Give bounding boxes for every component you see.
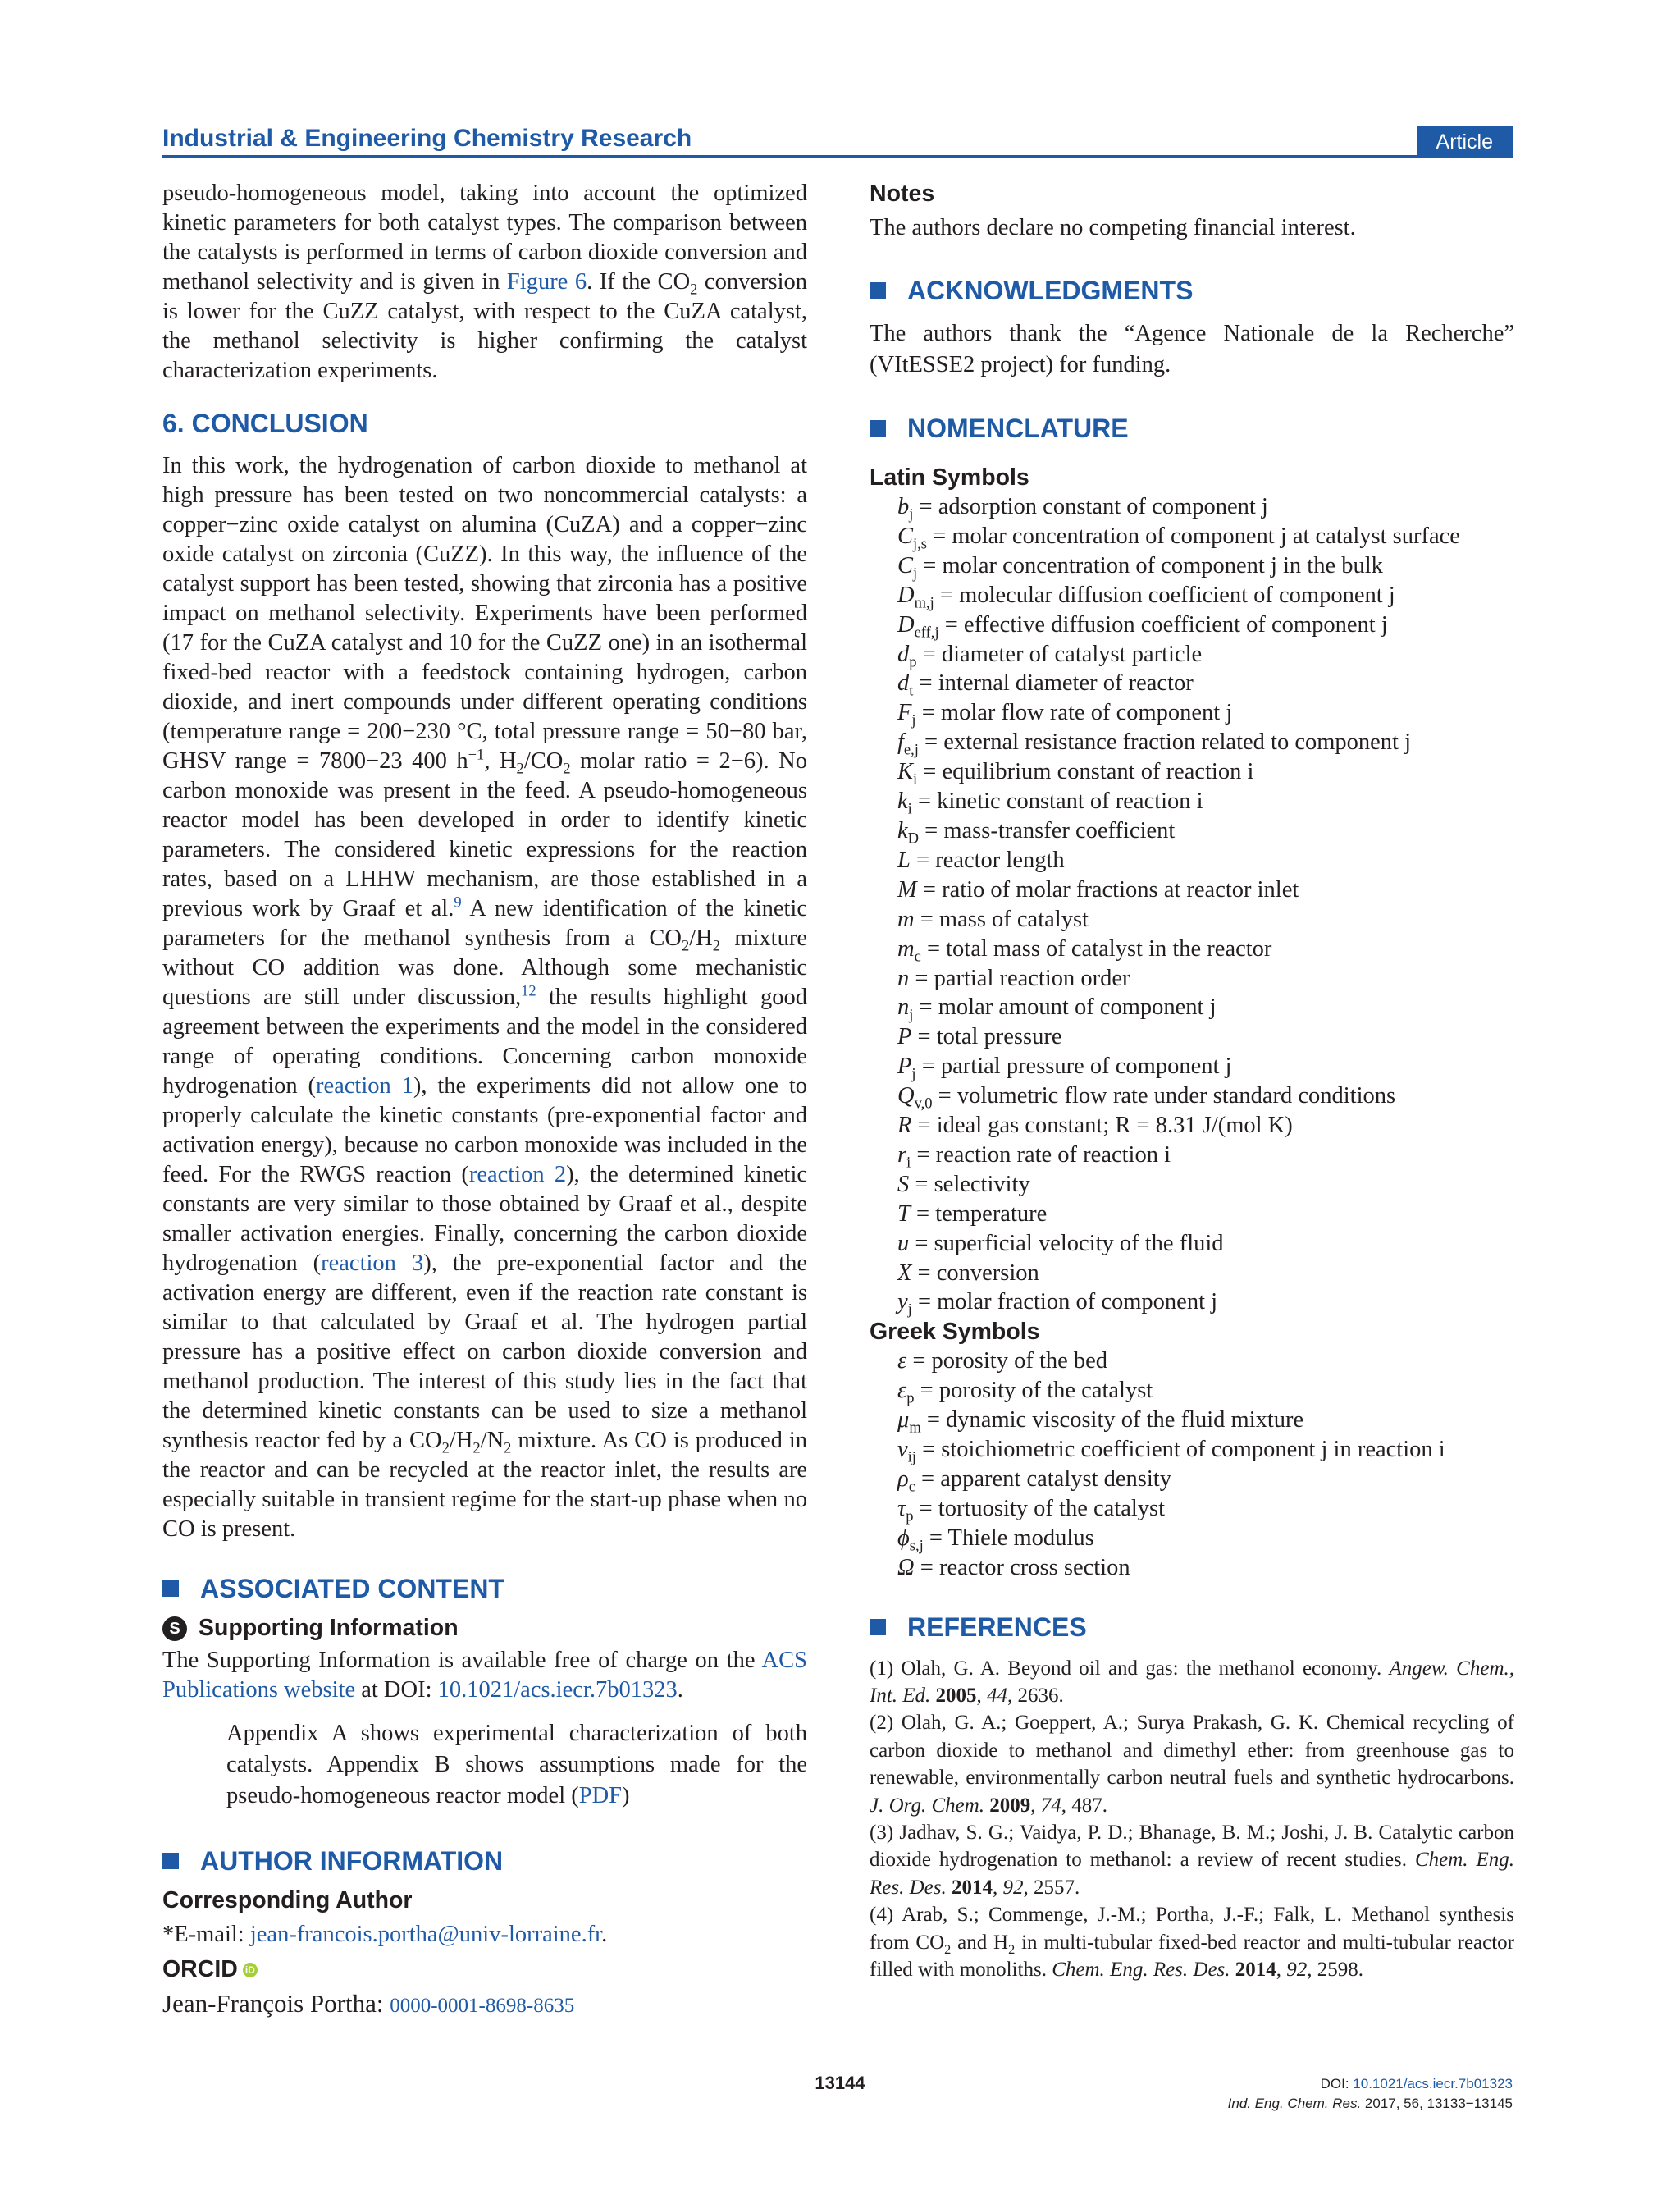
journal-title: Industrial & Engineering Chemistry Research [162,125,692,152]
reference-item: (3) Jadhav, S. G.; Vaidya, P. D.; Bhanage, B. M.; Joshi, J. B. Catalytic carbon dioxide hydrogenation to methanol: a review of recent studies. Chem. Eng. Res. Des. 2014, 92, 2557. [870,1822,1514,1899]
definition: = molar concentration of component j in the bulk [917,552,1383,578]
symbol: S [897,1171,910,1197]
journal: Angew. Chem., Int. Ed. [870,1657,1515,1708]
nomenclature-item [897,846,1514,875]
nomenclature-item [897,1229,1514,1259]
nomenclature-item [897,610,1514,640]
definition: = stoichiometric coefficient of component j in reaction i [915,1437,1445,1463]
symbol: Q [897,1083,915,1109]
text: ), the pre-exponential factor and the activation energy are different, even if the reaction rate constant is similar to that calculated by Graaf et al. The hydrogen partial pressure has a positive effect on carbon dioxide conversion and methanol production. The interest of this study lies in the fact that the determined kinetic constants can be used to size a methanol synthesis reactor fed by a CO [162,1250,807,1453]
text: ), the determined kinetic constants are very similar to those obtained by Graaf et al., despite smaller activation energies. Finally, concerning the carbon dioxide hydrogenation ( [162,1162,808,1276]
symbol: d [897,670,910,697]
email-link[interactable]: jean-francois.portha@univ-lorraine.fr [249,1922,602,1947]
nomenclature-item [897,1141,1514,1170]
definition: = partial reaction order [909,965,1130,991]
nomenclature-item [897,787,1514,816]
symbol: k [897,789,908,815]
text: pseudo-homogeneous model, taking into account the optimized kinetic parameters for both catalyst types. The comparison between the catalysts is performed in terms of carbon dioxide conversion and methanol selectivity and is given in [162,181,807,295]
acs-website-link[interactable]: ACS Publications website [162,1648,807,1703]
definition: = mass of catalyst [914,906,1089,932]
year: 2014 [1235,1959,1276,1982]
text: mixture. As CO is produced in the reactor and can be recycled at the reactor inlet, the results are especially suitable in transient regime for the start-up phase when no CO is present. [162,1428,807,1542]
nomenclature-item [897,1287,1514,1317]
references-heading [870,1612,1514,1642]
symbol-subscript: s,j [909,1537,924,1555]
symbol-subscript: j [907,1301,912,1319]
appendix-text [162,1718,807,1812]
orcid-heading [162,1954,807,1984]
symbol-subscript: p [909,653,917,671]
text: . [601,1922,608,1947]
definition: = reactor length [910,847,1065,873]
text: /H [449,1428,473,1453]
symbol: D [897,582,915,608]
nomenclature-item [897,1406,1514,1435]
text: /H [689,926,713,951]
nomenclature-item [897,522,1514,551]
footer-doi-link[interactable]: 10.1021/acs.iecr.7b01323 [1353,2076,1513,2092]
text: at DOI: [355,1677,438,1703]
symbol-subscript: j [911,1065,916,1083]
text: the results highlight good agreement between the experiments and the model in the considered range of operating conditions. Concerning carbon monoxide hydrogenation ( [162,985,808,1099]
text: molar ratio = 2−6). No carbon monoxide was present in the feed. A pseudo-homogeneous reactor model has been developed in order to identify kinetic parameters. The considered kinetic expressions for the reaction rates, based on a LHHW mechanism, are those established in a previous work by Graaf et al. [162,748,807,921]
definition: = reactor cross section [914,1554,1130,1580]
symbol-subscript: c [914,948,921,966]
definition: = equilibrium constant of reaction i [917,759,1254,785]
definition: = external resistance fraction related to component j [918,729,1411,756]
symbol: f [897,729,904,756]
symbol: m [897,906,915,932]
symbol-subscript: j,s [913,535,927,553]
supporting-info-icon: S [162,1616,187,1641]
text: . [677,1677,683,1703]
symbol: m [897,935,915,962]
definition: = diameter of catalyst particle [916,641,1203,667]
text: conversion is lower for the CuZZ catalyst, with respect to the CuZA catalyst, the methanol selectivity is higher confirming the catalyst characterization experiments. [162,269,807,383]
orcid-line [162,1989,807,2021]
symbol: ε [897,1348,907,1374]
latin-symbols-heading: Latin Symbols [870,464,1029,491]
definition: = conversion [911,1260,1039,1286]
volume: 74 [1040,1794,1061,1817]
definition: = molar fraction of component j [911,1289,1218,1315]
definition: = molar amount of component j [913,994,1217,1021]
symbol: T [897,1200,911,1227]
text: DOI: [1320,2076,1354,2092]
greek-symbols-list [870,1346,1514,1582]
ref-12-link[interactable]: 12 [521,982,536,1000]
pages: , 2598. [1307,1959,1364,1982]
symbol: μ [897,1407,910,1433]
section-square-icon [870,1619,886,1635]
nomenclature-item [897,1465,1514,1494]
definition: = internal diameter of reactor [913,670,1194,697]
text: , H [484,748,517,774]
latin-symbols-list [870,492,1514,1317]
definition: = apparent catalyst density [915,1466,1171,1492]
nomenclature-item [897,728,1514,757]
definition: = molecular diffusion coefficient of component j [934,582,1395,608]
greek-symbols-heading: Greek Symbols [870,1319,1040,1346]
journal: J. Org. Chem. [870,1794,985,1817]
symbol: b [897,494,910,519]
nomenclature-item [897,1022,1514,1052]
pdf-link[interactable]: PDF [578,1783,623,1808]
symbol: n [897,965,910,991]
header-rule [162,155,1513,158]
text: /CO [523,748,564,774]
year: 2009 [989,1794,1031,1817]
nomenclature-item [897,875,1514,905]
nomenclature-item [897,492,1514,522]
acknowledgments-heading [870,276,1514,305]
symbol: d [897,641,910,667]
text: A new identification of the kinetic parameters for the methanol synthesis from a CO [162,896,807,951]
symbol-subscript: i [913,770,918,789]
symbol-subscript: t [909,683,914,701]
symbol-subscript: eff,j [914,624,939,642]
definition: = porosity of the bed [906,1348,1108,1374]
volume: 92 [1286,1959,1308,1982]
section-square-icon [162,1580,179,1597]
definition: = mass-transfer coefficient [919,817,1176,843]
symbol: L [897,847,911,873]
journal: Chem. Eng. Res. Des. [870,1849,1514,1899]
symbol: K [897,759,914,785]
definition: = superficial velocity of the fluid [909,1230,1224,1256]
acknowledgments-text: The authors thank the “Agence Nationale de la Recherche” (VItESSE2 project) for funding. [870,321,1514,377]
reaction-3-link[interactable]: reaction 3 [321,1250,424,1276]
orcid-icon: iD [243,1963,258,1977]
definition: = ideal gas constant; R = 8.31 J/(mol K) [911,1113,1293,1139]
text: (2) Olah, G. A.; Goeppert, A.; Surya Prakash, G. K. Chemical recycling of carbon dioxide to methanol and dimethyl ether: from greenhouse gas to renewable, environmentally carbon neutral fuels and synthetic hydrocarbons. [870,1712,1514,1790]
right-column [870,179,1514,1984]
text: (1) Olah, G. A. Beyond oil and gas: the methanol economy. [870,1657,1390,1680]
symbol-subscript: m,j [914,594,934,612]
heading-text: 6. CONCLUSION [162,409,368,438]
section-square-icon [162,1853,179,1869]
volume: 44 [987,1685,1008,1708]
section-square-icon [870,420,886,437]
definition: = total pressure [911,1024,1062,1050]
symbol: D [897,611,915,638]
symbol: y [897,1289,908,1315]
author-name: Jean-François Portha: [162,1989,390,2018]
subheading-text: Supporting Information [199,1615,459,1641]
nomenclature-item [897,1435,1514,1465]
symbol: ν [897,1437,908,1463]
symbol: C [897,552,914,578]
nomenclature-item [897,993,1514,1025]
symbol-subscript: v,0 [914,1095,933,1113]
text: In this work, the hydrogenation of carbon dioxide to methanol at high pressure has been tested on two noncommercial catalysts: a copper−zinc oxide catalyst on alumina (CuZA) and a copper−zinc oxide catalyst on zirconia (CuZZ). In this way, the influence of the catalyst support has been tested, showing that zirconia has a positive impact on methanol selectivity. Experiments have been performed (17 for the CuZA catalyst and 10 for the CuZZ one) in an isothermal fixed-bed reactor with a feedstock containing hydrogen, carbon dioxide, and inert compounds under different operating conditions (temperature range = 200−230 °C, total pressure range = 50−80 bar, GHSV range = 7800−23 400 h [162,453,807,774]
nomenclature-item [897,1553,1514,1583]
text: ), the experiments did not allow one to properly calculate the kinetic constants (pre-exponential factor and activation energy), because no carbon monoxide was included in the feed. For the RWGS reaction ( [162,1073,807,1187]
email-line [162,1920,807,1950]
definition: = total mass of catalyst in the reactor [920,935,1272,962]
footer-citation [1228,2074,1513,2114]
year: 2005 [935,1685,977,1708]
reference-item: (2) Olah, G. A.; Goeppert, A.; Surya Prakash, G. K. Chemical recycling of carbon dioxide to methanol and dimethyl ether: from greenhouse gas to renewable, environmentally carbon neutral fuels and synthetic hydrocarbons. J. Org. Chem. 2009, 74, 487. [870,1712,1514,1817]
definition: = porosity of the catalyst [914,1378,1153,1404]
pages: , 2557. [1023,1876,1080,1899]
text: 2017, 56, 13133−13145 [1361,2096,1513,2111]
nomenclature-item [897,640,1514,670]
nomenclature-heading [870,414,1514,443]
symbol: τ [897,1495,906,1521]
text: *E-mail: [162,1922,250,1947]
symbol-subscript: j [909,505,914,523]
symbol: n [897,994,910,1021]
heading-text: NOMENCLATURE [907,414,1129,443]
pages: , 487. [1061,1794,1108,1817]
nomenclature-item [897,935,1514,964]
conclusion-paragraph: In this work, the hydrogenation of carbon dioxide to methanol at high pressure has been tested on two noncommercial catalysts: a copper−zinc oxide catalyst on alumina (CuZA) and a copper−zinc oxide catalyst on zirconia (CuZZ). In this way, the influence of the catalyst support has been tested, showing that zirconia has a positive impact on methanol selectivity. Experiments have been performed (17 for the CuZA catalyst and 10 for the CuZZ one) in an isothermal fixed-bed reactor with a feedstock containing hydrogen, carbon dioxide, and inert compounds under different operating conditions (temperature range = 200−230 °C, total pressure range = 50−80 bar, GHSV range = 7800−23 400 $h^{-1}$, $H_2/CO_2$ molar ratio = 2−6). No carbon monoxide was present in the feed. A pseudo-homogeneous reactor model has been developed in order to identify kinetic parameters. The considered kinetic expressions for the reaction rates, based on a LHHW mechanism, are those established in a previous work by Graaf et al.$^9$ A new identification of the kinetic parameters for the methanol synthesis from a $CO_2/H_2$ mixture without CO addition was done. Although some mechanistic questions are still under discussion,$^{12}$ the results highlight good agreement between the experiments and the model in the considered range of operating conditions. Concerning carbon monoxide hydrogenation (reaction 1), the experiments did not allow one to properly calculate the kinetic constants (pre-exponential factor and activation energy), because no carbon monoxide was included in the feed. For the RWGS reaction (reaction 2), the determined kinetic constants are very similar to those obtained by Graaf et al., despite smaller activation energies. Finally, concerning the carbon dioxide hydrogenation (reaction 3), the pre-exponential factor and the activation energy are different, even if the reaction rate constant is similar to that calculated by Graaf et al. The hydrogen partial pressure has a positive effect on carbon dioxide conversion and methanol production. The interest of this study lies in the fact that the determined kinetic constants can be used to size a methanol synthesis reactor fed by a $CO_2/H_2/N_2$ mixture. As CO is produced in the reactor and can be recycled at the reactor inlet, the results are especially suitable in transient regime for the start-up phase when no CO is present. [162,453,808,1542]
definition: = tortuosity of the catalyst [913,1495,1166,1521]
definition: = selectivity [909,1171,1030,1197]
nomenclature-item [897,1494,1514,1524]
symbol: P [897,1024,912,1050]
text: and H [951,1931,1009,1954]
nomenclature-item [897,1259,1514,1288]
symbol-subscript: j [909,1007,914,1025]
symbol-subscript: p [906,1507,914,1525]
symbol-subscript: D [907,830,920,848]
symbol: u [897,1230,910,1256]
text: ) [622,1783,630,1808]
subheading-text: ORCID [162,1956,238,1982]
volume: 92 [1002,1876,1024,1899]
text: (4) Arab, S.; Commenge, J.-M.; Portha, J.-F.; Falk, L. Methanol synthesis from CO [870,1904,1514,1954]
text: /N [480,1428,504,1453]
symbol-subscript: j [913,565,918,583]
symbol-subscript: e,j [903,741,919,759]
text: in multi-tubular fixed-bed reactor and multi-tubular reactor filled with monoliths. [870,1931,1515,1982]
nomenclature-item [897,669,1514,701]
heading-text: AUTHOR INFORMATION [200,1846,504,1876]
supporting-info-text [162,1646,807,1705]
nomenclature-item [897,1081,1514,1111]
symbol: ε [897,1378,907,1404]
symbol: ρ [897,1466,909,1492]
definition: = molar concentration of component j at catalyst surface [927,523,1460,549]
notes-heading: Notes [870,181,935,207]
nomenclature-item [897,698,1514,728]
definition: = effective diffusion coefficient of component j [938,611,1388,638]
page-header [162,123,1513,158]
nomenclature-item [897,1524,1514,1553]
nomenclature-item [897,905,1514,935]
text: (3) Jadhav, S. G.; Vaidya, P. D.; Bhanage, B. M.; Joshi, J. B. Catalytic carbon dioxide hydrogenation to methanol: a review of recent studies. [870,1822,1514,1872]
definition: = molar flow rate of component j [915,700,1233,726]
references-list [870,1655,1514,1984]
nomenclature-item [897,757,1514,787]
intro-paragraph: pseudo-homogeneous model, taking into account the optimized kinetic parameters for both catalyst types. The comparison between the catalysts is performed in terms of carbon dioxide conversion and methanol selectivity and is given in Figure 6. If the $CO_2$ conversion is lower for the CuZZ catalyst, with respect to the CuZA catalyst, the methanol selectivity is higher confirming the catalyst characterization experiments. [162,181,807,383]
text: The Supporting Information is available free of charge on the [162,1648,762,1673]
text: mixture without CO addition was done. Although some mechanistic questions are still under discussion, [162,926,807,1010]
symbol: X [897,1260,912,1286]
heading-text: REFERENCES [907,1612,1087,1642]
symbol-subscript: ij [907,1448,916,1466]
pages: , 2636. [1007,1685,1064,1708]
symbol: R [897,1113,912,1139]
associated-content-heading [162,1574,807,1603]
nomenclature-item [897,1376,1514,1406]
text: . If the CO [587,269,691,295]
nomenclature-item [897,816,1514,846]
definition: = Thiele modulus [923,1525,1094,1551]
ref-9-link[interactable]: 9 [454,894,462,912]
reference-item: (4) Arab, S.; Commenge, J.-M.; Portha, J.-F.; Falk, L. Methanol synthesis from $CO_2$ and $H_2$ in multi-tubular fixed-bed reactor and multi-tubular reactor filled with monoliths. Chem. Eng. Res. Des. 2014, 92, 2598. [870,1904,1515,1982]
article-badge: Article [1417,126,1513,158]
definition: = volumetric flow rate under standard conditions [932,1083,1396,1109]
nomenclature-item [897,1170,1514,1200]
nomenclature-item [897,1111,1514,1141]
definition: = temperature [910,1200,1048,1227]
reaction-2-link[interactable]: reaction 2 [468,1162,567,1187]
nomenclature-item [897,1346,1514,1376]
symbol-subscript: m [909,1419,921,1437]
nomenclature-item [897,581,1514,610]
definition: = reaction rate of reaction i [911,1141,1171,1168]
nomenclature-item [897,1200,1514,1229]
definition: = adsorption constant of component j [913,494,1268,519]
symbol: F [897,700,912,726]
definition: = ratio of molar fractions at reactor inlet [916,876,1299,903]
left-column [162,179,807,2021]
page-number: 13144 [815,2073,865,2093]
symbol: r [897,1141,907,1168]
footer-journal-citation [1228,2094,1513,2114]
symbol-subscript: i [906,1154,911,1172]
orcid-link[interactable]: 0000-0001-8698-8635 [390,1995,575,2017]
symbol: P [897,1054,912,1080]
heading-text: ASSOCIATED CONTENT [200,1574,504,1603]
definition: = kinetic constant of reaction i [911,789,1203,815]
symbol: ϕ [897,1525,910,1551]
reference-item: (1) Olah, G. A. Beyond oil and gas: the methanol economy. Angew. Chem., Int. Ed. 2005, 44, 2636. [870,1657,1515,1708]
supporting-info-heading [162,1613,807,1643]
symbol: M [897,876,917,903]
section-square-icon [870,282,886,299]
text: Appendix A shows experimental characterization of both catalysts. Appendix B shows assumptions made for the pseudo-homogeneous reactor model ( [226,1721,807,1808]
footer-doi [1228,2074,1513,2094]
heading-text: ACKNOWLEDGMENTS [907,276,1194,305]
symbol: k [897,817,908,843]
journal: Chem. Eng. Res. Des. [1052,1959,1230,1982]
symbol: Ω [897,1554,915,1580]
figure-6-link[interactable]: Figure 6 [506,269,587,295]
symbol-subscript: i [907,800,912,818]
si-doi-link[interactable]: 10.1021/acs.iecr.7b01323 [437,1677,678,1703]
conclusion-heading [162,409,807,438]
symbol: C [897,523,914,549]
nomenclature-item [897,1052,1514,1081]
definition: = dynamic viscosity of the fluid mixture [920,1407,1304,1433]
reaction-1-link[interactable]: reaction 1 [315,1073,413,1099]
nomenclature-item [897,964,1514,994]
notes-text: The authors declare no competing financial interest. [870,215,1356,240]
author-info-heading [162,1846,807,1876]
nomenclature-item [897,551,1514,581]
symbol-subscript: p [906,1389,915,1407]
year: 2014 [951,1876,993,1899]
symbol-subscript: j [911,712,916,730]
journal: Ind. Eng. Chem. Res. [1227,2096,1362,2111]
symbol-subscript: c [908,1478,915,1496]
corresponding-author-heading: Corresponding Author [162,1887,413,1913]
definition: = partial pressure of component j [915,1054,1232,1080]
